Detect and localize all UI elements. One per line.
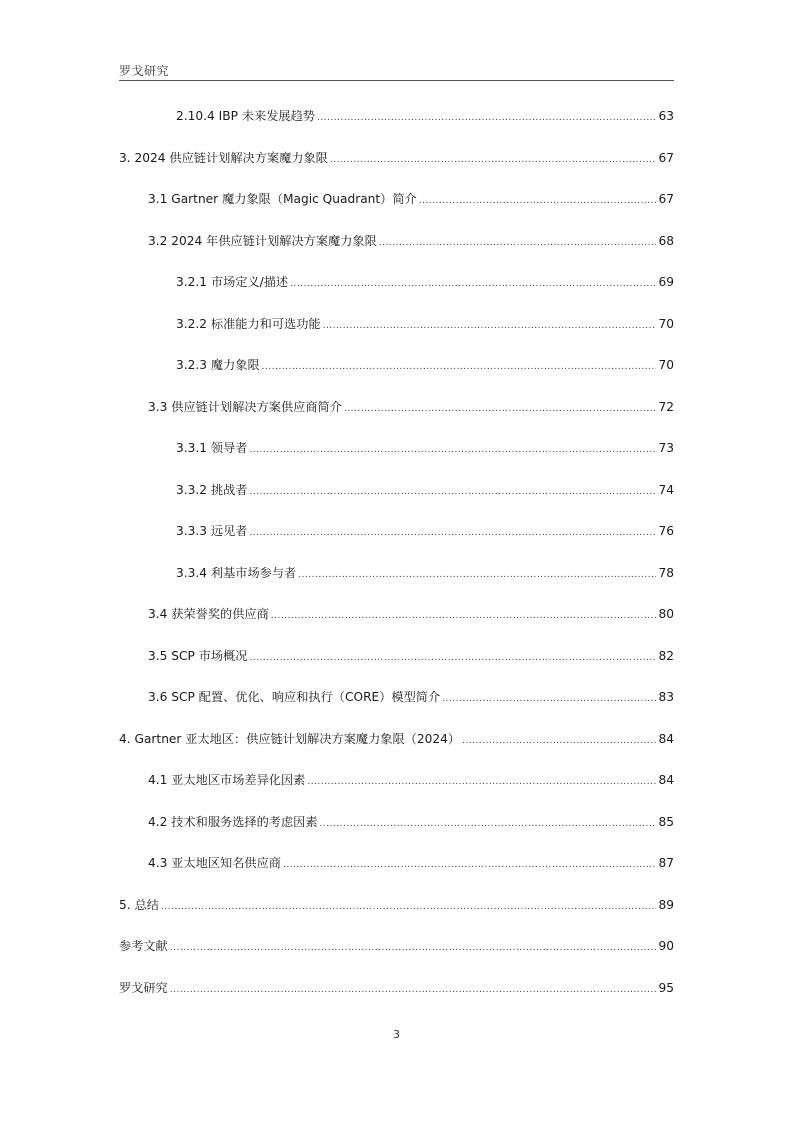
toc-entry-title: 罗戈研究: [119, 980, 168, 995]
toc-entry-title: 4. Gartner 亚太地区：供应链计划解决方案魔力象限（2024）: [119, 731, 461, 746]
toc-entry-title: 2.10.4 IBP 未来发展趋势: [176, 109, 315, 123]
toc-entry-title: 4.2 技术和服务选择的考虑因素: [148, 814, 318, 829]
toc-dot-leader: [262, 355, 657, 377]
toc-entry-page: 69: [658, 275, 674, 289]
toc-entry[interactable]: [119, 521, 674, 563]
toc-entry-title: 3.3.2 挑战者: [176, 482, 248, 497]
toc-dot-leader: [330, 148, 657, 170]
toc-dot-leader: [323, 314, 657, 336]
toc-entry-title: 3.3.3 远见者: [176, 524, 248, 538]
toc-dot-leader: [290, 272, 656, 294]
toc-entry-page: 76: [658, 524, 674, 538]
toc-dot-leader: [170, 936, 657, 958]
toc-entry[interactable]: [119, 729, 674, 771]
toc-entry-page: 84: [658, 773, 674, 787]
toc-dot-leader: [271, 604, 657, 626]
toc-entry[interactable]: [119, 978, 674, 1020]
toc-entry-page: 70: [658, 358, 674, 372]
toc-entry-title: 3.2 2024 年供应链计划解决方案魔力象限: [148, 233, 377, 248]
toc-entry-title: 3.5 SCP 市场概况: [148, 648, 248, 663]
toc-entry-page: 80: [658, 607, 674, 621]
toc-entry-title: 4.1 亚太地区市场差异化因素: [148, 773, 306, 787]
toc-entry[interactable]: [119, 604, 674, 646]
toc-entry-title: 3. 2024 供应链计划解决方案魔力象限: [119, 150, 328, 165]
toc-dot-leader: [317, 106, 657, 128]
toc-entry-title: 3.1 Gartner 魔力象限（Magic Quadrant）简介: [148, 192, 417, 206]
toc-dot-leader: [419, 189, 657, 211]
toc-entry[interactable]: [119, 563, 674, 605]
toc-dot-leader: [249, 521, 656, 543]
toc-entry[interactable]: [119, 106, 674, 148]
toc-entry-title: 3.3 供应链计划解决方案供应商简介: [148, 399, 342, 414]
toc-entry-page: 95: [658, 980, 674, 995]
toc-entry[interactable]: [119, 687, 674, 729]
header-divider: [119, 80, 674, 81]
toc-dot-leader: [249, 438, 656, 460]
toc-entry-page: 89: [658, 897, 674, 912]
toc-dot-leader: [249, 646, 656, 668]
toc-entry-title: 4.3 亚太地区知名供应商: [148, 856, 281, 870]
toc-entry-title: 3.2.3 魔力象限: [176, 358, 260, 372]
toc-entry[interactable]: [119, 189, 674, 231]
toc-entry-page: 74: [658, 482, 674, 497]
toc-entry[interactable]: [119, 812, 674, 854]
toc-entry[interactable]: [119, 355, 674, 397]
page-number: 3: [393, 1028, 400, 1041]
toc-entry[interactable]: [119, 397, 674, 439]
toc-entry-title: 3.3.4 利基市场参与者: [176, 565, 297, 580]
toc-dot-leader: [379, 231, 657, 253]
toc-dot-leader: [320, 812, 657, 834]
toc-dot-leader: [344, 397, 657, 419]
toc-entry-page: 83: [658, 690, 674, 704]
toc-entry[interactable]: [119, 231, 674, 273]
toc-dot-leader: [283, 853, 657, 875]
toc-entry[interactable]: [119, 646, 674, 688]
toc-entry-page: 78: [658, 565, 674, 580]
toc-entry-page: 68: [658, 233, 674, 248]
toc-dot-leader: [170, 978, 657, 1000]
toc-entry-page: 63: [658, 109, 674, 123]
toc-entry-page: 72: [658, 399, 674, 414]
toc-entry[interactable]: [119, 148, 674, 190]
toc-entry-page: 67: [658, 192, 674, 206]
toc-entry[interactable]: [119, 895, 674, 937]
toc-dot-leader: [161, 895, 657, 917]
toc-entry[interactable]: [119, 272, 674, 314]
toc-entry-page: 70: [658, 316, 674, 331]
toc-dot-leader: [298, 563, 656, 585]
toc-entry-page: 73: [658, 441, 674, 455]
toc-entry[interactable]: [119, 770, 674, 812]
toc-entry-title: 参考文献: [119, 939, 168, 953]
toc-dot-leader: [442, 687, 656, 709]
toc-entry-page: 85: [658, 814, 674, 829]
toc-entry-title: 3.4 获荣誉奖的供应商: [148, 607, 269, 621]
toc-entry-title: 3.2.1 市场定义/描述: [176, 275, 289, 289]
toc-entry-title: 3.3.1 领导者: [176, 441, 248, 455]
toc-entry-page: 90: [658, 939, 674, 953]
toc-entry-page: 87: [658, 856, 674, 870]
toc-entry[interactable]: [119, 853, 674, 895]
toc-entry[interactable]: [119, 438, 674, 480]
toc-entry-page: 84: [658, 731, 674, 746]
toc-dot-leader: [462, 729, 656, 751]
toc-entry[interactable]: [119, 936, 674, 978]
toc-entry[interactable]: [119, 314, 674, 356]
toc-entry-title: 5. 总结: [119, 897, 159, 912]
toc-entry-title: 3.2.2 标准能力和可选功能: [176, 316, 321, 331]
table-of-contents: [119, 106, 674, 1019]
toc-dot-leader: [307, 770, 656, 792]
running-header: 罗戈研究: [119, 64, 170, 78]
toc-entry-page: 82: [658, 648, 674, 663]
toc-entry-title: 3.6 SCP 配置、优化、响应和执行（CORE）模型简介: [148, 690, 441, 704]
toc-dot-leader: [249, 480, 656, 502]
toc-entry[interactable]: [119, 480, 674, 522]
toc-entry-page: 67: [658, 150, 674, 165]
